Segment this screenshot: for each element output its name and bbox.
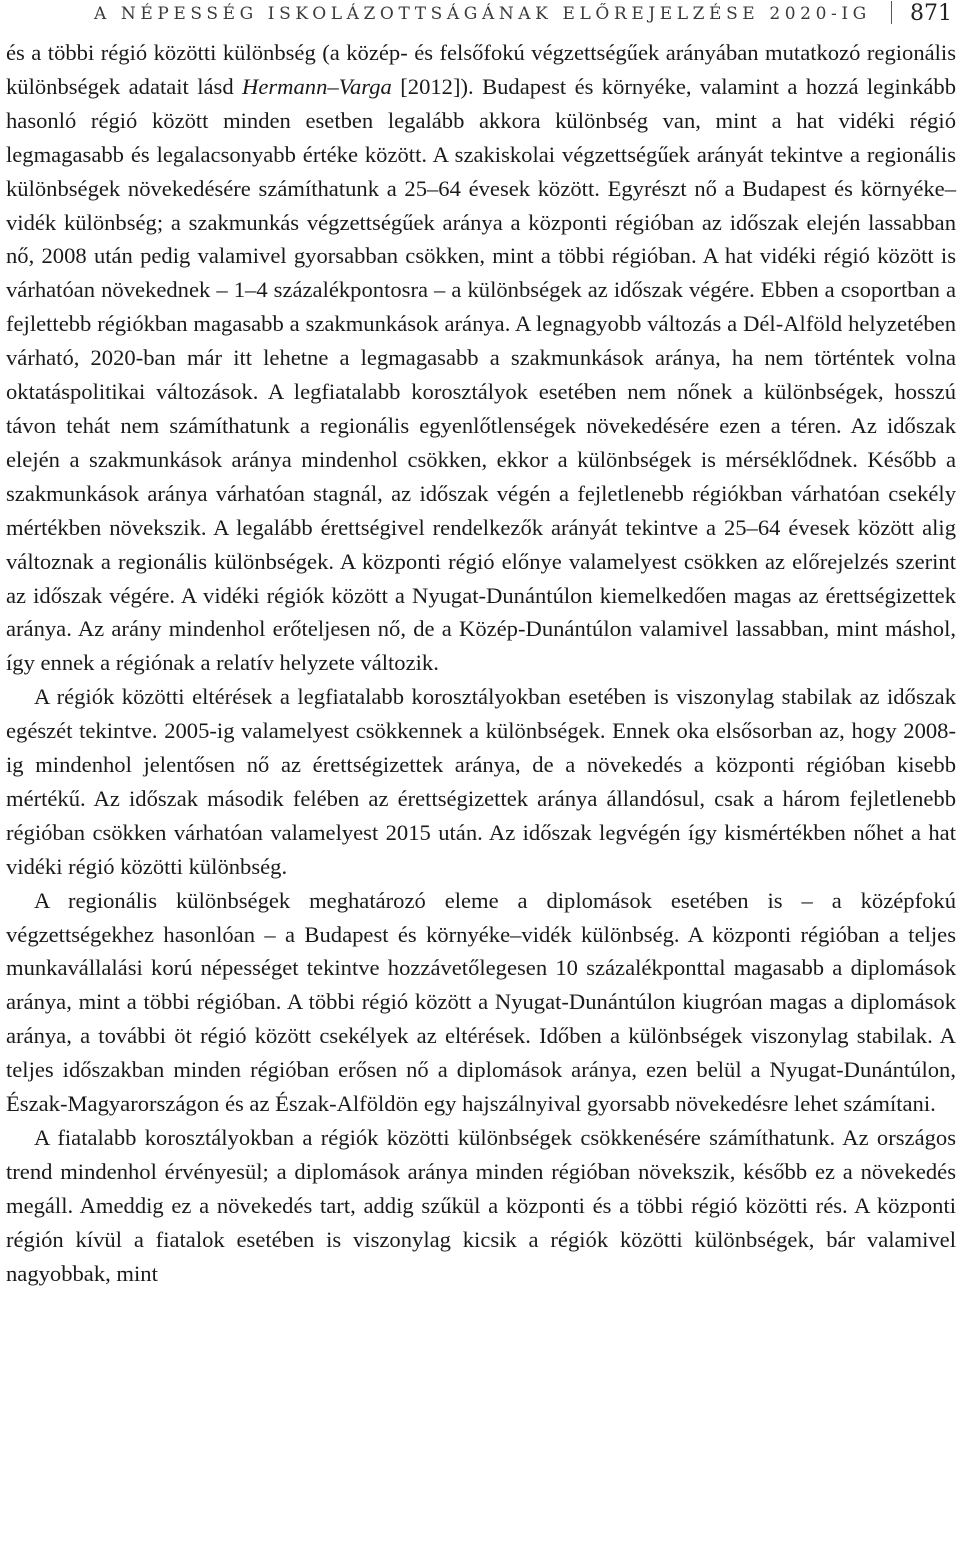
running-header <box>6 0 956 34</box>
paragraph-text: és a többi régió közötti különbség (a közép- és felsőfokú végzettségűek arányában mutatkozó regionális különbségek adatait lásd <box>6 40 956 99</box>
page-number: 871 <box>910 1 952 26</box>
paragraph: A regionális különbségek meghatározó eleme a diplomások esetében is – a középfokú végzettségekhez hasonlóan – a Budapest és környéke–vidék különbség. A központi régióban a teljes munkavállalási korú népességet tekintve hozzávetőlegesen 10 százalékponttal magasabb a diplomások aránya, mint a többi régióban. A többi régió között a Nyugat-Dunántúlon kiugróan magas a diplomások aránya, a további öt régió között csekélyek az eltérések. Időben a különbségek viszonylag stabilak. A teljes időszakban minden régióban erősen nő a diplomások aránya, ezen belül a Nyugat-Dunántúlon, Észak-Magyarországon és az Észak-Alföldön egy hajszálnyival gyorsabb növekedésre lehet számítani. <box>6 887 956 1117</box>
header-divider <box>891 1 892 24</box>
paragraph <box>6 36 956 680</box>
running-title: A NÉPESSÉG ISKOLÁZOTTSÁGÁNAK ELŐREJELZÉSE 2020-IG <box>94 4 871 24</box>
citation-author: Hermann–Varga <box>242 73 392 99</box>
book-page <box>6 0 956 1566</box>
paragraph: A fiatalabb korosztályokban a régiók közötti különbségek csökkenésére számíthatunk. Az országos trend mindenhol érvényesül; a diplomások aránya minden régióban növekszik, később ez a növekedés megáll. Ameddig ez a növekedés tart, addig szűkül a központi és a többi régió közötti rés. A központi régión kívül a fiatalok esetében is viszonylag kicsik a régiók közötti különbségek, bár valamivel nagyobbak, mint <box>6 1125 956 1286</box>
body-text <box>6 36 956 1291</box>
paragraph: A régiók közötti eltérések a legfiatalabb korosztályokban esetében is viszonylag stabilak az időszak egészét tekintve. 2005-ig valamelyest csökkennek a különbségek. Ennek oka elsősorban az, hogy 2008-ig mindenhol jelentősen nő az érettségizettek aránya, de a növekedés a központi régióban kisebb mértékű. Az időszak második felében az érettségizettek aránya állandósul, csak a három fejletlenebb régióban csökken várhatóan valamelyest 2015 után. Az időszak legvégén így kismértékben nőhet a hat vidéki régió közötti különbség. <box>6 684 956 879</box>
paragraph-text: [2012]). Budapest és környéke, valamint a hozzá leginkább hasonló régió között minden esetben legalább akkora különbség van, mint a hat vidéki régió legmagasabb és legalacsonyabb értéke között. A szakiskolai végzettségűek arányát tekintve a regionális különbségek növekedésére számíthatunk a 25–64 évesek között. Egyrészt nő a Budapest és környéke–vidék különbség; a szakmunkás végzettségűek aránya a központi régióban az időszak elején lassabban nő, 2008 után pedig valamivel gyorsabban csökken, mint a többi régióban. A hat vidéki régió között is várhatóan növekednek – 1–4 százalékpontosra – a különbségek az időszak végére. Ebben a csoportban a fejlettebb régiókban magasabb a szakmunkások aránya. A legnagyobb változás a Dél-Alföld helyzetében várható, 2020-ban már itt lehetne a legmagasabb a szakmunkások aránya, ha nem történtek volna oktatáspolitikai változások. A legfiatalabb korosztályok esetében nem nőnek a különbségek, hosszú távon tehát nem számíthatunk a regionális egyenlőtlenségek növekedésére ezen a téren. Az időszak elején a szakmunkások aránya mindenhol csökken, ekkor a különbségek is mérséklődnek. Később a szakmunkások aránya várhatóan stagnál, az időszak végén a fejletlenebb régiókban várhatóan csekély mértékben növekszik. A legalább érettségivel rendelkezők arányát tekintve a 25–64 évesek között alig változnak a regionális különbségek. A központi régió előnye valamelyest csökken az előrejelzés szerint az időszak végére. A vidéki régiók között a Nyugat-Dunántúlon kiemelkedően magas az érettségizettek aránya. Az arány mindenhol erőteljesen nő, de a Közép-Dunántúlon valamivel lassabban, mint máshol, így ennek a régiónak a relatív helyzete változik. <box>6 73 956 676</box>
